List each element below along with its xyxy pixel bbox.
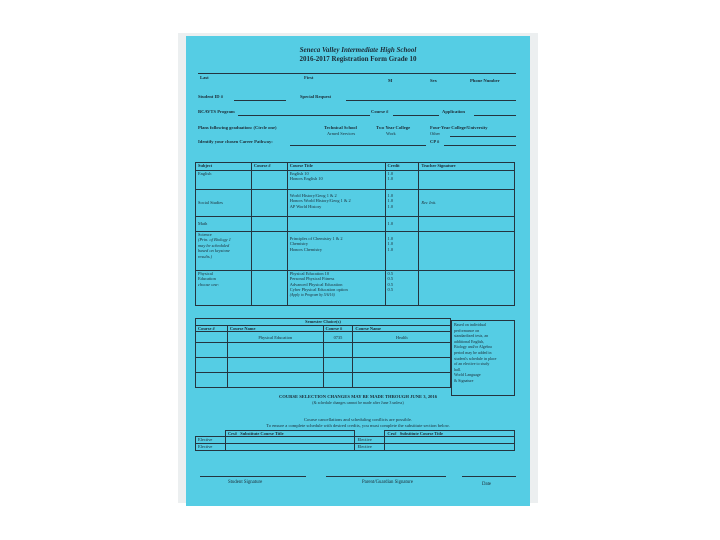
elective-label: Elective — [196, 444, 226, 451]
course-title-cell — [287, 271, 385, 306]
form-title: 2016-2017 Registration Form Grade 10 — [299, 55, 417, 63]
elective-label: Elective — [196, 437, 226, 444]
plan-other: Other — [430, 131, 440, 136]
credit-value: 1.0 — [387, 241, 394, 247]
course-title: Chemistry — [289, 241, 309, 247]
subject-physical: Physical — [198, 271, 213, 276]
credit-value: 1.0 — [387, 203, 394, 209]
course-title-note: (Apply to Program by 5/6/16) — [289, 292, 335, 297]
note-line: of an elective to study — [454, 361, 490, 367]
course-title: Honors World History/Geog 1 & 2 — [289, 198, 351, 204]
sem-course-name-cell-2[interactable] — [353, 343, 451, 358]
plan-armed-services: Armed Services — [327, 131, 356, 136]
credit-value: 1.0 — [387, 246, 394, 252]
teacher-signature-cell[interactable] — [419, 271, 515, 306]
note-line: performance on — [454, 327, 480, 333]
first-name-label: First — [304, 75, 314, 80]
table-row — [196, 271, 515, 306]
middle-initial-label: M — [388, 78, 393, 83]
credit-cell — [385, 217, 419, 232]
cancellation-notice: Course cancellations and scheduling conflicts are possible. — [303, 417, 413, 422]
plan-two-year-college: Two Year College — [376, 125, 411, 130]
credit-cell — [385, 171, 419, 190]
sem-course-name-cell[interactable] — [227, 373, 323, 388]
elective-input[interactable] — [385, 444, 515, 451]
credit-cell — [385, 190, 419, 217]
elective-label: Elective — [355, 444, 385, 451]
teacher-signature-cell[interactable]: Rec Init. — [419, 190, 515, 217]
semester-heading: Semester Choice(s) — [196, 319, 451, 326]
sem-course-num-cell-2[interactable] — [323, 373, 353, 388]
sem-header-course-num-2: Course # — [323, 326, 353, 332]
table-row — [196, 332, 451, 343]
course-title-cell[interactable] — [287, 217, 385, 232]
course-table — [195, 162, 515, 306]
course-title: Advanced Physical Education — [289, 281, 343, 287]
subject-cell — [196, 190, 252, 217]
credit-value: 1.0 — [387, 221, 394, 227]
course-num-cell[interactable] — [251, 171, 287, 190]
name-line — [198, 73, 516, 74]
table-row — [196, 358, 451, 373]
header-course-title: Course Title — [287, 163, 385, 171]
plan-other-line — [450, 136, 516, 137]
cp-label: CP # — [430, 139, 440, 144]
sem-course-num-cell[interactable] — [196, 373, 228, 388]
credit-value: 0.5 — [387, 276, 394, 282]
credit-cell — [385, 271, 419, 306]
subject-science: Science — [198, 232, 212, 237]
table-row — [196, 437, 515, 444]
subject-math: Math — [198, 221, 208, 227]
course-num-cell[interactable] — [251, 232, 287, 271]
course-num-cell[interactable] — [251, 190, 287, 217]
career-pathway-label: Identify your chosen Career Pathway: — [198, 139, 273, 144]
subject-cell — [196, 232, 252, 271]
student-signature-line[interactable] — [200, 476, 306, 477]
table-row — [196, 444, 515, 451]
credit-value: 0.5 — [387, 271, 394, 276]
bcavts-label: BCAVTS Program — [198, 109, 235, 114]
sem-course-num-cell-2[interactable] — [323, 343, 353, 358]
table-row — [196, 171, 515, 190]
course-num-cell[interactable] — [251, 217, 287, 232]
sem-course-num-cell[interactable] — [196, 358, 228, 373]
student-id-line — [234, 100, 286, 101]
subject-english: English — [198, 171, 212, 176]
plan-work: Work — [386, 131, 396, 136]
course-title: Cyber Physical Education option — [289, 287, 348, 293]
note-line: additional English, — [454, 338, 485, 344]
sem-course-num-cell[interactable] — [196, 343, 228, 358]
teacher-signature-cell[interactable] — [419, 217, 515, 232]
registration-form-sheet — [186, 36, 530, 506]
course-title-cell — [287, 232, 385, 271]
date-line[interactable] — [462, 476, 516, 477]
table-row — [196, 190, 515, 217]
note-line: World Language — [454, 372, 481, 378]
credit-cell — [385, 232, 419, 271]
career-pathway-line — [290, 145, 426, 146]
course-num-cell[interactable] — [251, 271, 287, 306]
credit-value: 1.0 — [387, 198, 394, 204]
table-row — [196, 343, 451, 358]
header-teacher-signature: Teacher Signature — [419, 163, 515, 171]
note-line: & Signature — [454, 377, 474, 383]
cp-line — [444, 145, 516, 146]
note-line: period may be added in — [454, 349, 492, 355]
sem-header-course-name: Course Name — [227, 326, 323, 332]
sem-header-course-name-2: Course Name — [353, 326, 451, 332]
credit-value: 0.5 — [387, 281, 394, 287]
course-title: Personal Physical Fitness — [289, 276, 335, 282]
course-title: Physical Education 10 — [289, 271, 330, 276]
course-title: Honors English 10 — [289, 176, 323, 182]
semester-table — [195, 318, 451, 388]
sem-course-name-cell: Physical Education — [227, 332, 323, 343]
sem-course-num-cell[interactable] — [196, 332, 228, 343]
application-line — [474, 115, 516, 116]
note-line: Biology and/or Algebra — [454, 344, 492, 350]
sub-header-course-title: Substitute Course Title — [240, 431, 284, 436]
credit-value: 1.0 — [387, 176, 394, 182]
course-title-cell — [287, 171, 385, 190]
subject-cell — [196, 217, 252, 232]
elective-input[interactable] — [225, 444, 355, 451]
course-change-note: (& schedule changes cannot be made after June 3 unless) — [312, 400, 404, 405]
credit-value: 1.0 — [387, 193, 394, 198]
subject-education: Education — [198, 276, 216, 282]
sem-course-num-cell-2: 0735 — [323, 332, 353, 343]
sem-course-num-cell-2[interactable] — [323, 358, 353, 373]
course-table-header — [196, 163, 515, 171]
plans-label: Plans following graduation: (Circle one) — [198, 125, 277, 130]
subject-cell — [196, 171, 252, 190]
header-subject: Subject — [196, 163, 252, 171]
note-line: student's schedule in place — [454, 355, 497, 361]
subject-note: (Prin. of Biology 1 — [198, 237, 231, 243]
subject-note: results.) — [198, 253, 213, 259]
sex-label: Sex — [430, 78, 437, 83]
sem-course-name-cell-2: Health — [353, 332, 451, 343]
course-title-cell — [287, 190, 385, 217]
substitute-instructions: To ensure a complete schedule with desired credits, you must complete the substitute section below. — [266, 423, 450, 428]
date-label: Date — [482, 482, 492, 487]
sem-course-name-cell[interactable] — [227, 358, 323, 373]
course-title: English 10 — [289, 171, 309, 176]
sub-header-course-title-2: Substitute Course Title — [399, 431, 444, 436]
subject-choose-one: choose one: — [198, 281, 220, 287]
parent-signature-line[interactable] — [326, 476, 446, 477]
subject-note: based on keystone — [198, 248, 230, 254]
credit-value: 0.5 — [387, 287, 394, 293]
subject-cell — [196, 271, 252, 306]
subject-social-studies: Social Studies — [198, 200, 224, 206]
bcavts-course-label: Course # — [371, 109, 389, 114]
table-row — [196, 373, 451, 388]
teacher-signature-cell[interactable] — [419, 232, 515, 271]
student-signature-label: Student Signature — [228, 480, 263, 485]
plan-technical-school: Technical School — [324, 125, 357, 130]
last-name-label: Last — [200, 75, 209, 80]
sem-course-name-cell-2[interactable] — [353, 358, 451, 373]
sem-course-name-cell-2[interactable] — [353, 373, 451, 388]
header-course-num: Course # — [251, 163, 287, 171]
subject-note: may be scheduled — [198, 242, 230, 248]
teacher-signature-cell[interactable] — [419, 171, 515, 190]
elective-input[interactable] — [385, 437, 515, 444]
special-request-line — [346, 100, 516, 101]
special-request-label: Special Request — [300, 94, 332, 99]
student-id-label: Student ID # — [198, 94, 224, 99]
course-title: World History/Geog 1 & 2 — [289, 193, 337, 198]
sem-course-name-cell[interactable] — [227, 343, 323, 358]
sub-header-crs-2: Crs# — [387, 431, 397, 436]
header-credit: Credit — [385, 163, 419, 171]
elective-input[interactable] — [225, 437, 355, 444]
parent-signature-label: Parent/Guardian Signature — [362, 480, 414, 485]
course-title: AP World History — [289, 203, 322, 209]
table-row — [196, 232, 515, 271]
course-title: Principles of Chemistry 1 & 2 — [289, 236, 343, 241]
note-line: Based on individual — [454, 322, 486, 327]
course-title: Honors Chemistry — [289, 246, 323, 252]
plan-four-year: Four-Year College/University — [430, 125, 488, 130]
substitute-table — [195, 430, 515, 451]
sub-header-crs: Crs# — [227, 431, 237, 436]
bcavts-line — [238, 115, 370, 116]
elective-label: Elective — [355, 437, 385, 444]
phone-label: Phone Number — [470, 78, 500, 83]
table-row — [196, 217, 515, 232]
course-change-deadline: COURSE SELECTION CHANGES MAY BE MADE THROUGH JUNE 3, 2016 — [278, 394, 438, 399]
bcavts-course-line — [393, 115, 439, 116]
note-line: standardized tests, an — [454, 333, 489, 339]
note-line: hall. — [454, 366, 461, 372]
credit-value: 1.0 — [387, 236, 394, 241]
application-label: Application — [442, 109, 465, 114]
sem-header-course-num: Course # — [196, 326, 228, 332]
individual-performance-note — [451, 320, 515, 396]
school-name: Seneca Valley Intermediate High School — [299, 46, 417, 54]
credit-value: 1.0 — [387, 171, 394, 176]
